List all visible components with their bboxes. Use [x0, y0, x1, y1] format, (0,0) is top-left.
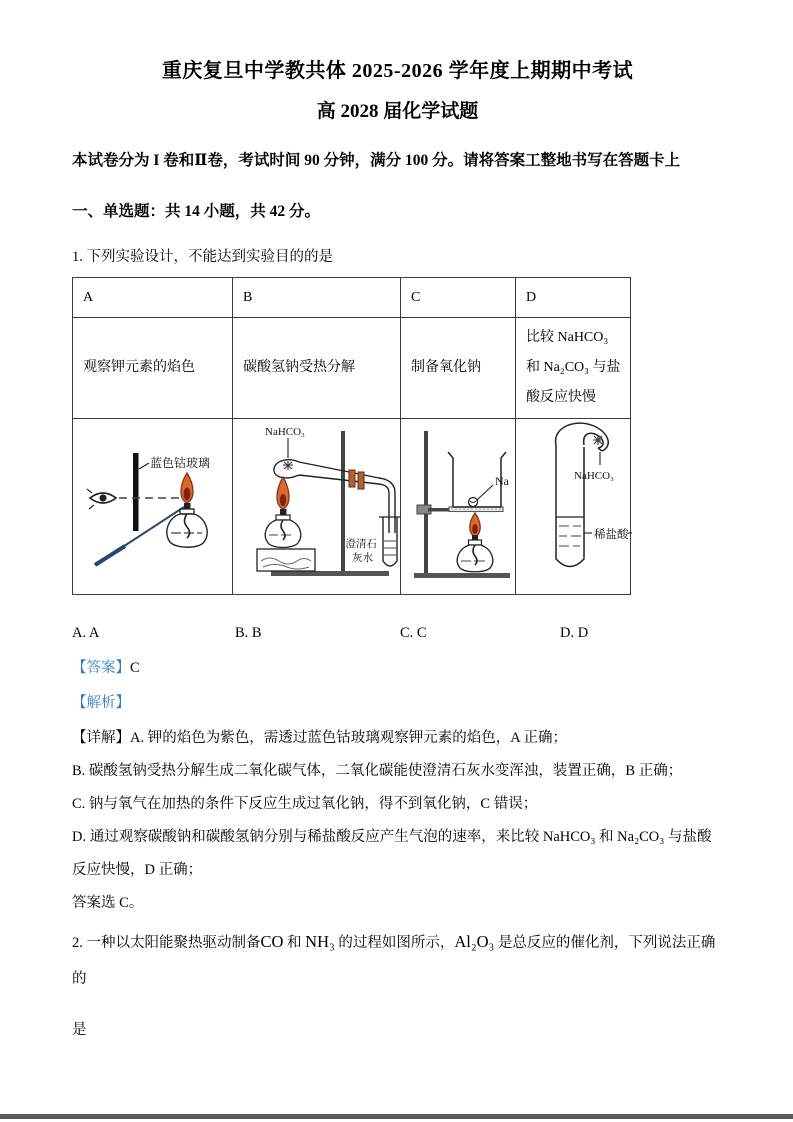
option-c: C. C	[400, 625, 427, 641]
analysis-line	[72, 692, 723, 714]
limewater-label-line1: 澄清石	[345, 539, 377, 550]
delivery-tube	[379, 478, 395, 533]
sodium-label: Na	[495, 474, 509, 488]
stand-base	[271, 571, 389, 576]
exam-title: 重庆复旦中学教共体 2025-2026 学年度上期期中考试	[161, 60, 634, 82]
q2-formula-al2o3: Al₂O₃	[454, 932, 495, 951]
purpose-d: 比较 NaHCO₃ 和 Na₂CO₃ 与盐酸反应快慢	[516, 318, 631, 419]
detail-paragraph-c: C. 钠与氧气在加热的条件下反应生成过氧化钠，得不到氧化钠，C 错误；	[72, 796, 538, 812]
sodium-label-leader	[477, 485, 493, 500]
purpose-b: 碳酸氢钠受热分解	[233, 318, 401, 419]
answer-line	[72, 657, 723, 679]
alcohol-lamp-icon	[457, 513, 493, 572]
page-bottom-bar	[0, 1114, 793, 1119]
detail-text-a: A. 钾的焰色为紫色，需透过蓝色钴玻璃观察钾元素的焰色，A 正确；	[130, 730, 568, 746]
alcohol-lamp-icon	[167, 473, 207, 547]
option-d: D. D	[560, 625, 589, 641]
option-b: B. B	[235, 625, 262, 641]
detail-paragraph-a	[72, 722, 723, 755]
sodium-lump	[469, 498, 478, 507]
table-purpose-row	[73, 318, 631, 419]
large-test-tube	[556, 445, 584, 567]
stand-rod	[424, 431, 428, 573]
cobalt-glass-label: 蓝色钴玻璃	[150, 456, 211, 470]
wooden-block	[257, 549, 315, 571]
detail-label: 【详解】	[72, 730, 130, 746]
table-header-d: D	[516, 278, 631, 318]
experiment-table	[72, 277, 631, 595]
q2-formula-co: CO	[260, 932, 284, 951]
section-heading: 一、单选题：共 14 小题，共 42 分。	[72, 203, 321, 220]
q2-formula-nh3: NH₃	[305, 932, 335, 951]
q2-text-2: 和	[283, 935, 306, 951]
nahco3-label: NaHCO₃	[265, 426, 305, 438]
stand-base	[414, 573, 510, 578]
diagram-d-nahco3-hcl-reaction-tube	[526, 421, 632, 587]
diagram-cell-b	[233, 419, 401, 595]
diagram-cell-c	[401, 419, 516, 595]
eye-icon	[87, 489, 116, 509]
q2-text-1: 2. 一种以太阳能聚热驱动制备	[72, 935, 261, 951]
limewater-label-line2: 灰水	[352, 553, 373, 564]
powder-icon	[593, 435, 603, 445]
answer-label: 【答案】	[72, 660, 130, 676]
exam-instructions: 本试卷分为 I 卷和Ⅱ卷，考试时间 90 分钟，满分 100 分。请将答案工整地书写在答题卡上	[72, 152, 681, 169]
table-header-c: C	[401, 278, 516, 318]
glass-label-leader	[139, 463, 149, 469]
question2-stem-continuation: 是	[72, 1021, 87, 1038]
table-header-row	[73, 278, 631, 318]
table-diagram-row	[73, 419, 631, 595]
alcohol-lamp-icon	[265, 477, 301, 548]
detail-paragraph-d: D. 通过观察碳酸钠和碳酸氢钠分别与稀盐酸反应产生气泡的速率，来比较 NaHCO₃ 和 Na₂CO₃ 与盐酸反应快慢，D 正确；	[72, 829, 712, 878]
q2-text-4: 是总反应的催化剂，下列说法正确的	[72, 935, 716, 987]
exam-subtitle: 高 2028 届化学试题	[316, 101, 479, 122]
detail-paragraph-b: B. 碳酸氢钠受热分解生成二氧化碳气体，二氧化碳能使澄清石灰水变浑浊，装置正确，B 正确；	[72, 763, 683, 779]
table-header-a: A	[73, 278, 233, 318]
nahco3-label: NaHCO₃	[574, 470, 614, 482]
table-header-b: B	[233, 278, 401, 318]
purpose-c: 制备氧化钠	[401, 318, 516, 419]
limewater-test-tube	[379, 517, 401, 566]
acid-label: 稀盐酸	[594, 529, 629, 541]
answer-value: C	[130, 660, 140, 676]
q2-text-3: 的过程如图所示，	[334, 935, 455, 951]
bent-arm-tube	[556, 423, 609, 451]
diagram-a-flame-test-observation	[83, 421, 235, 587]
question1-options	[72, 622, 723, 644]
analysis-label: 【解析】	[72, 695, 130, 711]
diagram-c-sodium-heating-apparatus	[411, 421, 517, 587]
diagram-cell-a	[73, 419, 233, 595]
diagram-cell-d	[516, 419, 631, 595]
liquid-dashes	[559, 526, 581, 546]
diagram-b-heating-decomposition-apparatus	[243, 421, 401, 587]
cobalt-glass-plate	[133, 453, 139, 531]
question2-stem	[72, 924, 723, 997]
answer-conclusion: 答案选 C。	[72, 895, 144, 911]
purpose-a: 观察钾元素的焰色	[73, 318, 233, 419]
stand-rod	[341, 431, 345, 573]
option-a: A. A	[72, 625, 100, 641]
powder-icon	[283, 461, 293, 470]
question1-stem: 1. 下列实验设计，不能达到实验目的的是	[72, 249, 333, 265]
